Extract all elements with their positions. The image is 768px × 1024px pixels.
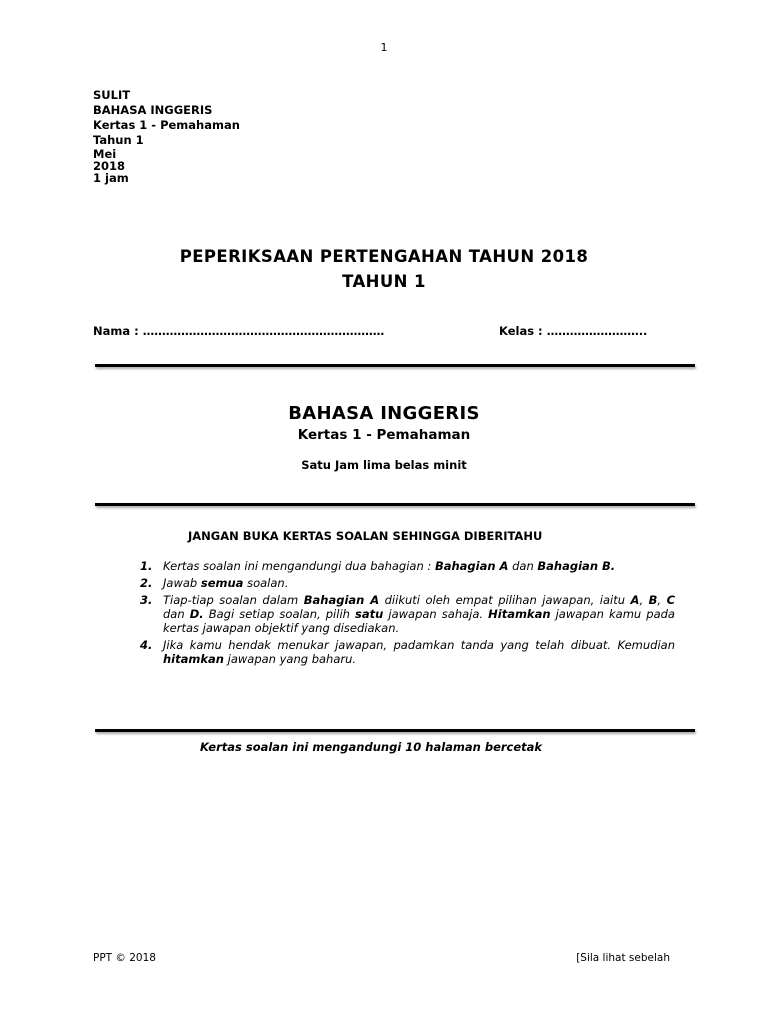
instruction-emphasis: Bahagian B. — [537, 559, 616, 573]
instruction-fragment: , — [639, 593, 649, 607]
divider-rule-1 — [95, 364, 695, 367]
instruction-fragment: dan — [508, 559, 538, 573]
header-paper: Kertas 1 - Pemahaman — [93, 118, 240, 132]
student-fields — [93, 324, 693, 338]
instruction-fragment: Jika kamu hendak menukar jawapan, padamkan tanda yang telah dibuat. Kemudian — [163, 638, 675, 652]
instruction-emphasis: D. — [189, 607, 204, 621]
instruction-fragment: soalan. — [243, 576, 289, 590]
subject-paper: Kertas 1 - Pemahaman — [297, 427, 471, 443]
instruction-fragment: , — [657, 593, 667, 607]
subject-title: BAHASA INGGERIS — [288, 403, 480, 424]
instruction-emphasis: Bahagian A — [303, 593, 380, 607]
header-year: 2018 — [93, 159, 126, 173]
instruction-number: 3. — [140, 593, 153, 607]
instruction-number: 4. — [140, 638, 153, 652]
instruction-text — [163, 576, 675, 590]
divider-rule-2 — [95, 503, 695, 506]
divider-rule-3 — [95, 729, 695, 732]
instruction-fragment: dan — [163, 607, 190, 621]
instruction-fragment: Jawab — [163, 576, 201, 590]
instruction-fragment: Tiap-tiap soalan dalam — [163, 593, 304, 607]
exam-title — [0, 244, 768, 294]
exam-header — [93, 88, 240, 184]
instruction-text — [163, 593, 675, 635]
instruction-number: 1. — [140, 559, 153, 573]
class-blank: …………………….. — [546, 324, 648, 338]
warning-text: JANGAN BUKA KERTAS SOALAN SEHINGGA DIBERITAHU — [188, 529, 543, 543]
instruction-text — [163, 559, 675, 573]
instruction-fragment: jawapan kamu pada kertas jawapan objektif yang disediakan. — [163, 607, 675, 635]
instruction-emphasis: B — [648, 593, 658, 607]
pages-note: Kertas soalan ini mengandungi 10 halaman bercetak — [200, 740, 543, 754]
page-number: 1 — [380, 41, 388, 54]
instruction-fragment: Bagi setiap soalan, pilih — [203, 607, 355, 621]
instruction-item — [140, 576, 675, 590]
instruction-fragment: Kertas soalan ini mengandungi dua bahagian : — [163, 559, 435, 573]
exam-title-line-2: TAHUN 1 — [342, 272, 426, 291]
header-year-level: Tahun 1 — [93, 133, 144, 147]
instruction-emphasis: hitamkan — [163, 652, 224, 666]
instruction-emphasis: satu — [355, 607, 384, 621]
footer-copyright: PPT © 2018 — [93, 952, 156, 964]
instruction-fragment: jawapan yang baharu. — [223, 652, 357, 666]
instruction-emphasis: Bahagian A — [434, 559, 509, 573]
instruction-emphasis: Hitamkan — [488, 607, 551, 621]
instruction-emphasis: A — [630, 593, 640, 607]
header-month: Mei — [93, 147, 117, 161]
header-subject: BAHASA INGGERIS — [93, 103, 213, 117]
instruction-fragment: jawapan sahaja. — [383, 607, 489, 621]
instruction-item — [140, 638, 675, 666]
name-label: Nama : — [93, 324, 139, 338]
exam-title-line-1: PEPERIKSAAN PERTENGAHAN TAHUN 2018 — [179, 247, 589, 266]
class-field — [499, 324, 647, 338]
instructions-list — [140, 559, 675, 669]
instruction-item — [140, 559, 675, 573]
name-blank: ……………………………………………………… — [142, 324, 385, 338]
header-duration: 1 jam — [93, 171, 129, 185]
instruction-number: 2. — [140, 576, 153, 590]
instruction-emphasis: C — [666, 593, 676, 607]
subject-time: Satu Jam lima belas minit — [301, 458, 467, 472]
instruction-emphasis: semua — [200, 576, 244, 590]
instruction-item — [140, 593, 675, 635]
subject-block — [0, 402, 768, 472]
classification-label: SULIT — [93, 88, 131, 102]
page-footer — [93, 952, 670, 964]
class-label: Kelas : — [499, 324, 543, 338]
footer-turn-page: [Sila lihat sebelah — [576, 952, 670, 964]
instruction-fragment: diikuti oleh empat pilihan jawapan, iaitu — [379, 593, 631, 607]
instruction-text — [163, 638, 675, 666]
